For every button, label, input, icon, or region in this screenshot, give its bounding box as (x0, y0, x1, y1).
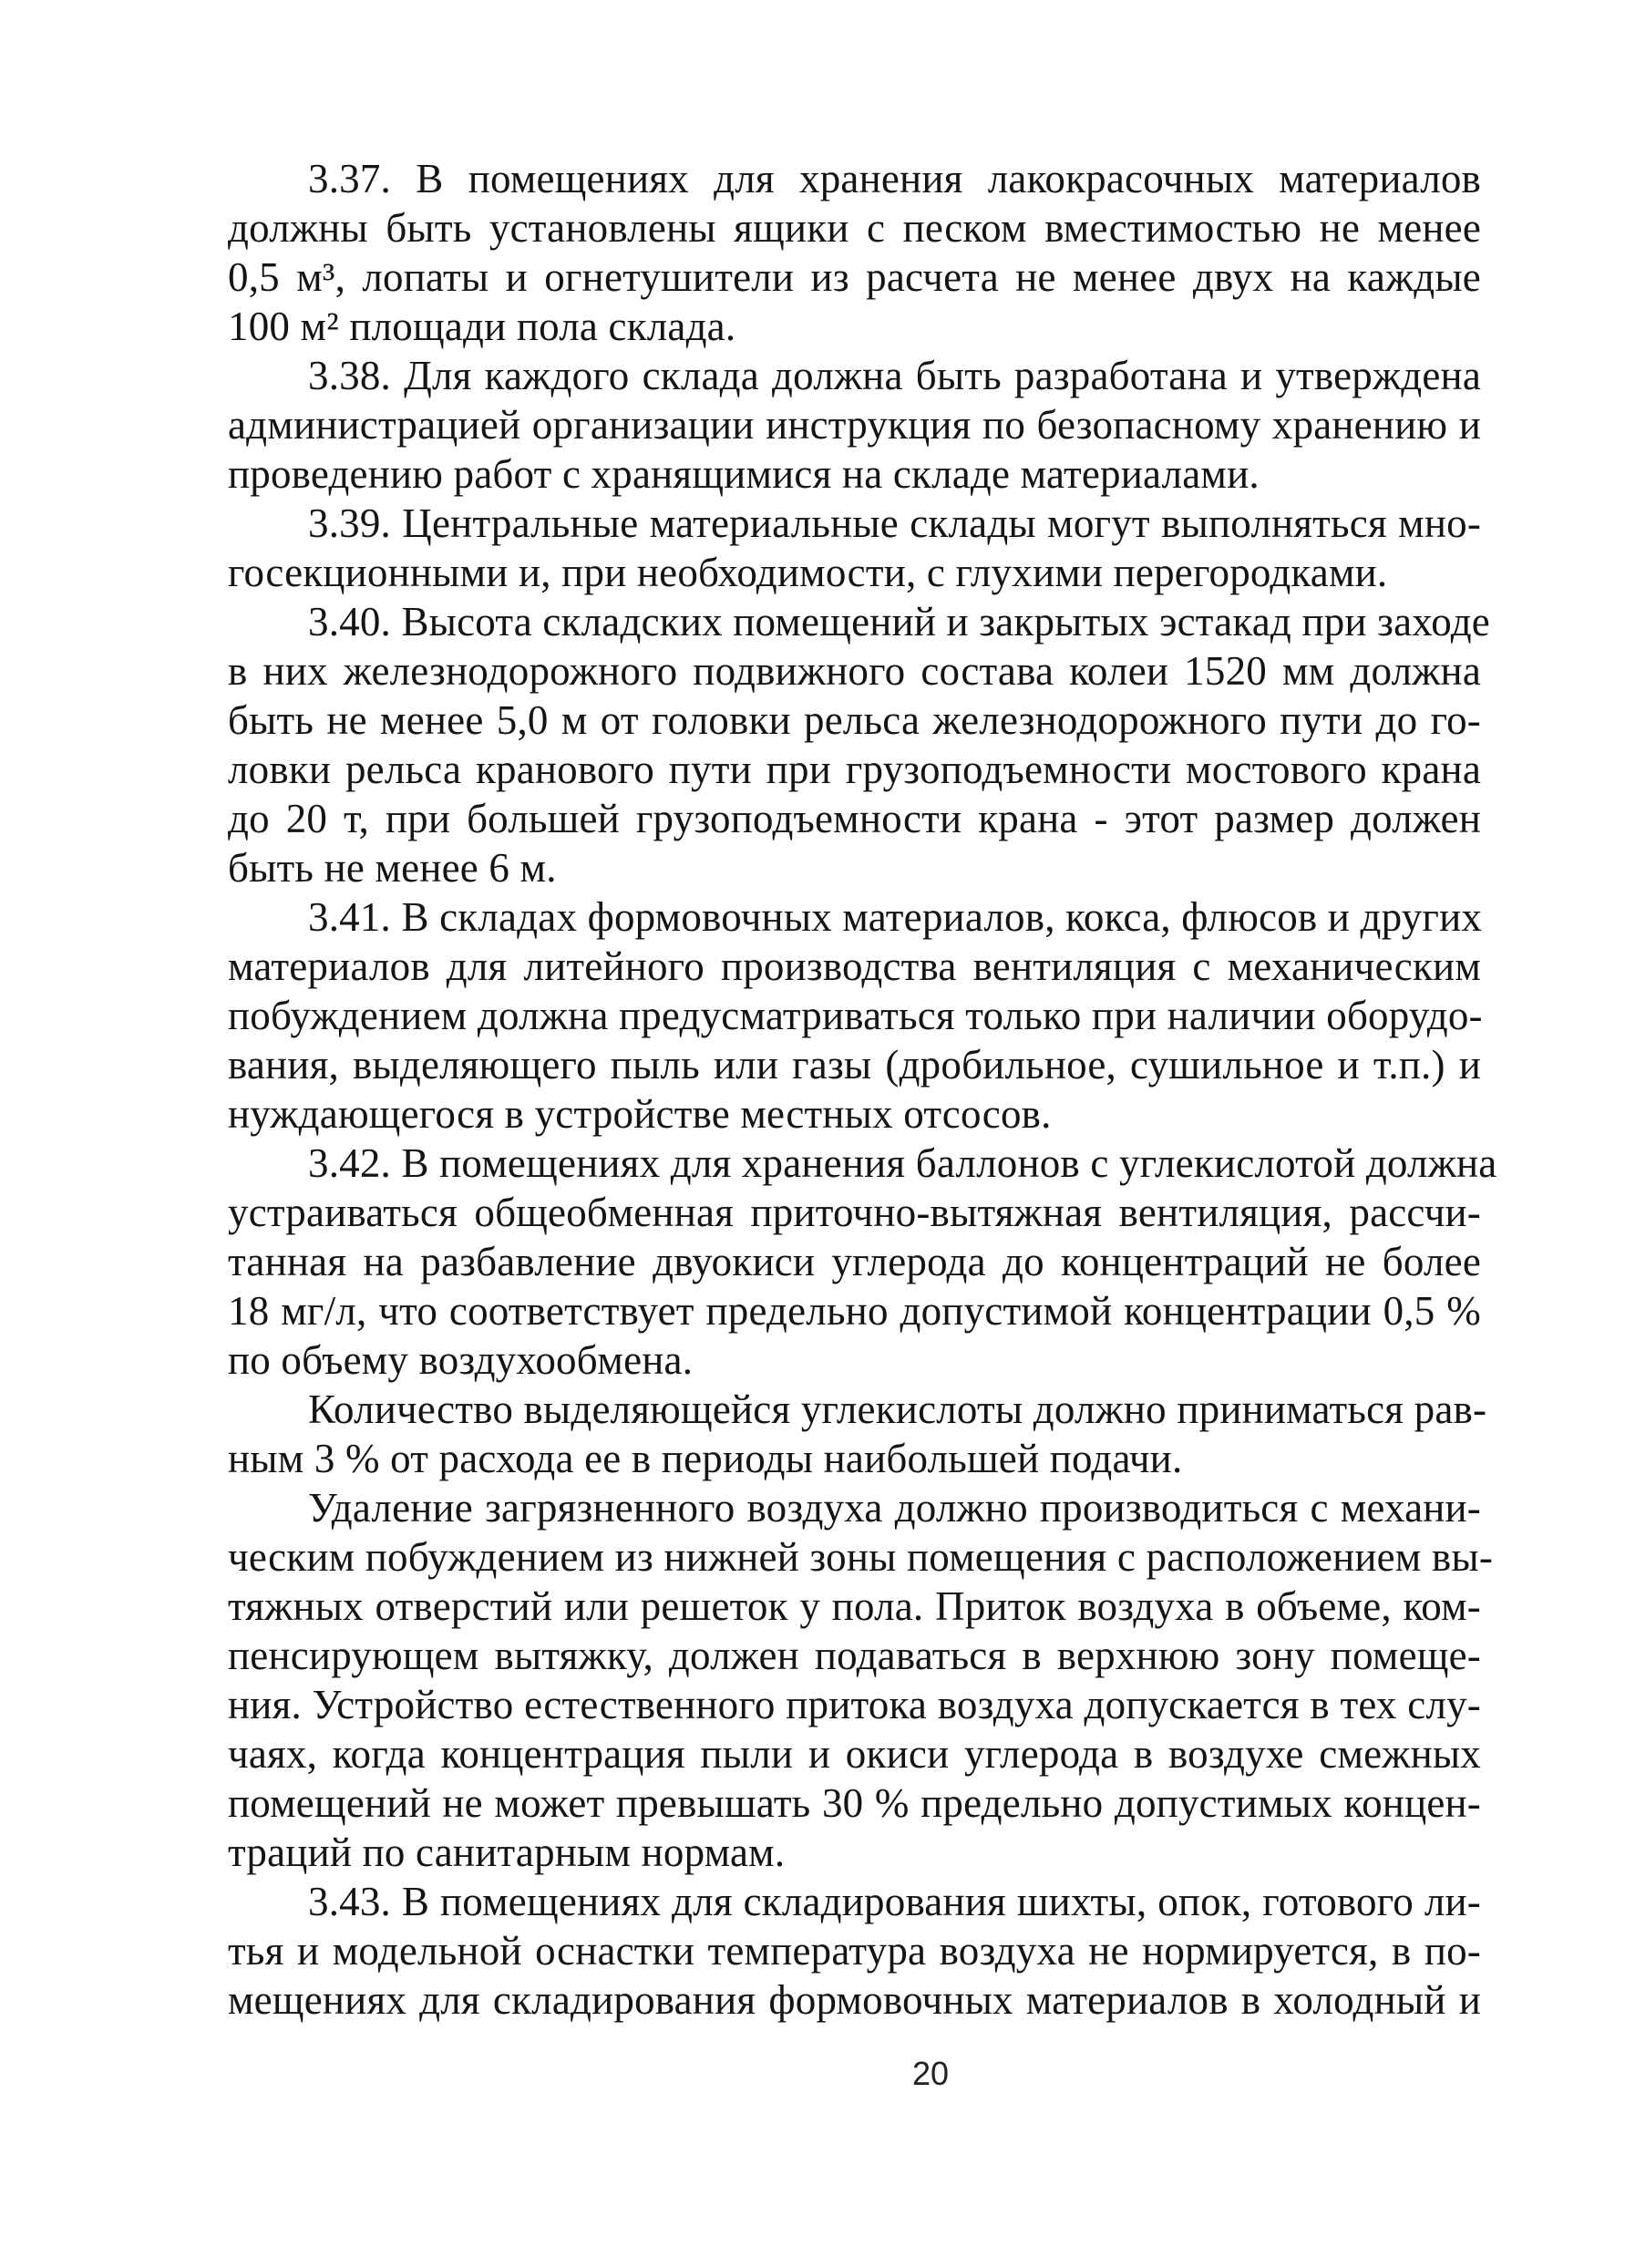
text-line: проведению работ с хранящимися на складе материалами. (228, 451, 1260, 497)
text-line: мещениях для складирования формовочных материалов в холодный и (228, 1977, 1481, 2023)
text-line: в них железнодорожного подвижного состава колеи 1520 мм должна (228, 648, 1481, 694)
text-line: побуждением должна предусматриваться только при наличии оборудо- (228, 993, 1483, 1038)
text-line: нуждающегося в устройстве местных отсосов. (228, 1091, 1052, 1137)
text-line: тья и модельной оснастки температура воздуха не нормируется, в по- (228, 1928, 1481, 1974)
text-line: 3.40. Высота складских помещений и закрытых эстакад при заходе (308, 599, 1490, 644)
text-line: должны быть установлены ящики с песком вместимостью не менее (228, 205, 1481, 251)
text-line: ловки рельса кранового пути при грузоподъемности мостового крана (228, 747, 1481, 792)
text-line: быть не менее 5,0 м от головки рельса железнодорожного пути до го- (228, 697, 1481, 743)
text-line: быть не менее 6 м. (228, 845, 557, 891)
text-line: по объему воздухообмена. (228, 1337, 694, 1383)
text-line: траций по санитарным нормам. (228, 1830, 786, 1875)
text-line: 100 м² площади пола склада. (228, 304, 736, 349)
text-line: 3.38. Для каждого склада должна быть разработана и утверждена (308, 353, 1481, 398)
text-line: танная на разбавление двуокиси углерода до концентраций не более (228, 1239, 1481, 1284)
text-line: ния. Устройство естественного притока воздуха допускается в тех слу- (228, 1682, 1481, 1727)
text-line: вания, выделяющего пыль или газы (дробильное, сушильное и т.п.) и (228, 1042, 1481, 1088)
text-line: устраиваться общеобменная приточно-вытяжная вентиляция, рассчи- (228, 1190, 1481, 1235)
text-line: 3.37. В помещениях для хранения лакокрасочных материалов (308, 156, 1481, 201)
text-line: до 20 т, при большей грузоподъемности крана - этот размер должен (228, 796, 1481, 841)
text-line: 18 мг/л, что соответствует предельно допустимой концентрации 0,5 % (228, 1288, 1481, 1334)
text-line: 3.43. В помещениях для складирования шихты, опок, готового ли- (308, 1879, 1481, 1924)
text-line: Количество выделяющейся углекислоты должно приниматься рав- (308, 1387, 1487, 1432)
text-line: Удаление загрязненного воздуха должно производиться с механи- (308, 1485, 1481, 1531)
text-line: чаях, когда концентрация пыли и окиси углерода в воздухе смежных (228, 1731, 1481, 1777)
text-line: госекционными и, при необходимости, с глухими перегородками. (228, 550, 1388, 595)
text-line: 3.41. В складах формовочных материалов, кокса, флюсов и других (308, 894, 1483, 940)
text-line: 3.42. В помещениях для хранения баллонов с углекислотой должна (308, 1140, 1497, 1186)
text-line: тяжных отверстий или решеток у пола. Приток воздуха в объеме, ком- (228, 1583, 1481, 1629)
text-line: администрацией организации инструкция по безопасному хранению и (228, 402, 1481, 448)
text-line: материалов для литейного производства вентиляция с механическим (228, 943, 1481, 989)
text-line: пенсирующем вытяжку, должен подаваться в верхнюю зону помеще- (228, 1633, 1481, 1678)
text-line: помещений не может превышать 30 % предельно допустимых концен- (228, 1780, 1481, 1826)
page-number: 20 (911, 2055, 950, 2092)
text-line: ческим побуждением из нижней зоны помещения с расположением вы- (228, 1534, 1494, 1580)
text-line: 3.39. Центральные материальные склады могут выполняться мно- (308, 500, 1481, 546)
text-line: ным 3 % от расхода ее в периоды наибольшей подачи. (228, 1436, 1183, 1481)
text-line: 0,5 м³, лопаты и огнетушители из расчета не менее двух на каждые (228, 254, 1481, 300)
